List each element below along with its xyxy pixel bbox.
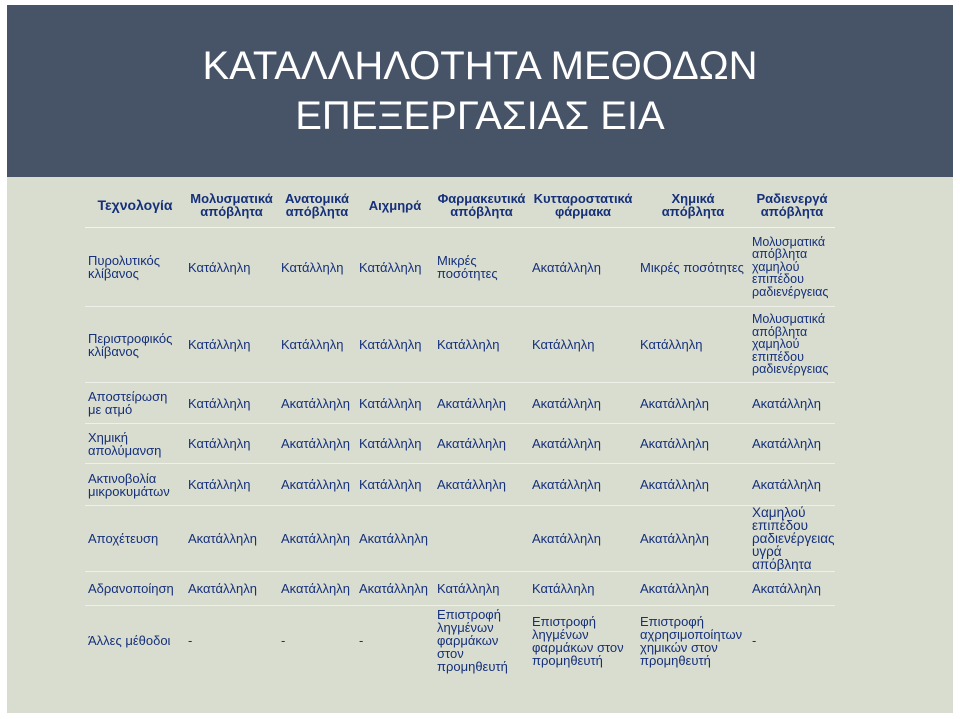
table-cell: Κατάλληλη — [281, 259, 344, 275]
table-cell: Κατάλληλη — [359, 259, 422, 275]
table-header-row — [85, 183, 835, 228]
slide-title-line-2: ΕΠΕΞΕΡΓΑΣΙΑΣ ΕΙΑ — [295, 94, 665, 138]
table-cell: Κατάλληλη — [188, 436, 251, 451]
table-cell: Ακατάλληλη — [532, 395, 601, 411]
table-cell: Ακατάλληλη — [188, 531, 257, 546]
table-cell: Ακατάλληλη — [752, 477, 821, 492]
table-cell: Ακατάλληλη — [640, 581, 709, 596]
table-cell: Ακατάλληλη — [640, 395, 709, 411]
table-row — [85, 506, 835, 572]
technology-cell: Άλλες μέθοδοι — [88, 633, 171, 649]
table-cell: Ακατάλληλη — [640, 477, 709, 492]
table-cell: Επιστροφή ληγμένων φαρμάκων στον προμηθευτή — [532, 613, 624, 668]
table-cell: Χαμηλού επιπέδου ραδιενέργειας υγρά απόβλητα — [752, 505, 835, 572]
table-cell: Ακατάλληλη — [281, 477, 350, 492]
table-cell: Κατάλληλη — [281, 337, 344, 352]
table-cell — [434, 506, 529, 572]
slide-title — [7, 41, 953, 141]
header-pharmaceutical-waste: Φαρμακευτικά απόβλητα — [437, 191, 526, 219]
table-cell: Μολυσματικά απόβλητα χαμηλού επιπέδου ραδιενέργειας — [752, 312, 829, 377]
table-cell: Κατάλληλη — [437, 581, 500, 596]
table-cell: Ακατάλληλη — [752, 395, 821, 411]
technology-cell: Αποχέτευση — [88, 531, 159, 546]
table-cell: Ακατάλληλη — [359, 531, 428, 546]
table-cell: Κατάλληλη — [359, 337, 422, 352]
table-cell: - — [752, 633, 757, 649]
table-cell: Επιστροφή αχρησιμοποίητων χημικών στον προμηθευτή — [640, 613, 743, 668]
table-row — [85, 228, 835, 307]
title-band — [7, 5, 953, 177]
technology-cell: Χημική απολύμανση — [88, 429, 162, 458]
table-cell: Ακατάλληλη — [532, 259, 601, 275]
header-cytostatic-drugs: Κυτταροστατικά φάρμακα — [533, 191, 633, 219]
table-cell: Ακατάλληλη — [437, 477, 506, 492]
technology-cell: Αδρανοποίηση — [88, 581, 174, 596]
table-cell: Ακατάλληλη — [359, 581, 428, 596]
header-infectious-waste: Μολυσματικά απόβλητα — [190, 191, 273, 219]
table-cell: Μικρές ποσότητες — [640, 259, 744, 275]
table-cell: Κατάλληλη — [359, 395, 422, 411]
table-row — [85, 383, 835, 424]
table-cell: Ακατάλληλη — [437, 436, 506, 451]
table-cell: Ακατάλληλη — [281, 581, 350, 596]
header-technology: Τεχνολογία — [97, 196, 173, 213]
suitability-table — [85, 183, 835, 676]
table-cell: - — [281, 633, 286, 649]
header-radioactive-waste: Ραδιενεργά απόβλητα — [756, 191, 828, 219]
table-cell: Ακατάλληλη — [532, 531, 601, 546]
technology-cell: Αποστείρωση με ατμό — [88, 389, 168, 417]
technology-cell: Πυρολυτικός κλίβανος — [88, 253, 161, 281]
table-cell: Κατάλληλη — [359, 436, 422, 451]
table-row — [85, 307, 835, 383]
header-sharps: Αιχμηρά — [368, 197, 422, 213]
table-cell: Κατάλληλη — [188, 395, 251, 411]
table-cell: Ακατάλληλη — [281, 436, 350, 451]
table-cell: Κατάλληλη — [532, 581, 595, 596]
table-row — [85, 464, 835, 506]
header-anatomical-waste: Ανατομικά απόβλητα — [285, 191, 349, 219]
slide-title-line-1: ΚΑΤΑΛΛΗΛΟΤΗΤΑ ΜΕΘΟΔΩΝ — [202, 44, 758, 88]
table-cell: Μολυσματικά απόβλητα χαμηλού επιπέδου ραδιενέργειας — [752, 234, 829, 299]
technology-cell: Περιστροφικός κλίβανος — [88, 330, 173, 359]
table-cell: Κατάλληλη — [188, 259, 251, 275]
table-cell: Ακατάλληλη — [752, 581, 821, 596]
table-cell: Επιστροφή ληγμένων φαρμάκων στον προμηθευτή — [437, 607, 508, 675]
table-cell: Κατάλληλη — [437, 337, 500, 352]
table-cell: Κατάλληλη — [640, 337, 703, 352]
table-cell: Ακατάλληλη — [640, 436, 709, 451]
table-cell: - — [359, 633, 364, 649]
table-cell: Κατάλληλη — [532, 337, 595, 352]
table-cell: Κατάλληλη — [359, 477, 422, 492]
table-cell: - — [188, 633, 193, 649]
table-cell: Ακατάλληλη — [281, 531, 350, 546]
technology-cell: Ακτινοβολία μικροκυμάτων — [88, 470, 170, 499]
table-cell: Ακατάλληλη — [532, 436, 601, 451]
table-row — [85, 424, 835, 464]
table-row — [85, 572, 835, 606]
table-row — [85, 606, 835, 676]
table-cell: Ακατάλληλη — [752, 436, 821, 451]
table-cell: Ακατάλληλη — [532, 477, 601, 492]
table-cell: Ακατάλληλη — [188, 581, 257, 596]
table-cell: Μικρές ποσότητες — [437, 253, 498, 281]
table-cell: Κατάλληλη — [188, 477, 251, 492]
table-cell: Ακατάλληλη — [281, 395, 350, 411]
table-cell: Ακατάλληλη — [640, 531, 709, 546]
table-cell: Κατάλληλη — [188, 337, 251, 352]
table-cell: Ακατάλληλη — [437, 395, 506, 411]
header-chemical-waste: Χημικά απόβλητα — [661, 191, 725, 219]
